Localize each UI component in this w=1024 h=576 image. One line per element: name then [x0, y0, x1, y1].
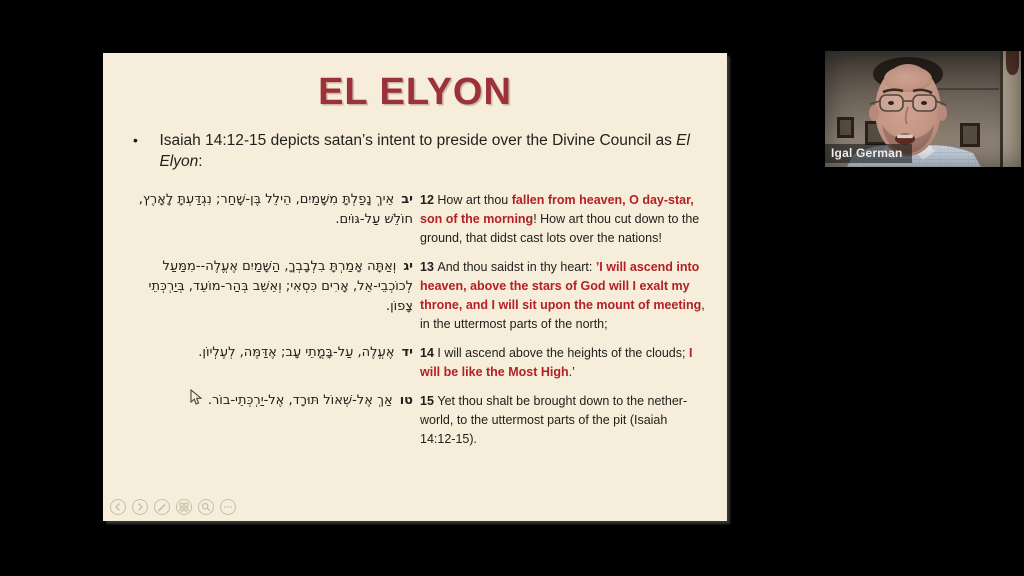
previous-slide-button[interactable]	[110, 499, 126, 515]
next-slide-icon	[135, 502, 145, 512]
see-all-slides-icon	[179, 502, 189, 512]
slideshow-controls	[110, 499, 236, 515]
hebrew-verse-text: אֶעֱלֶה, עַל-בָּמֳתֵי עָב; אֶדַּמֶּה, לְעֶלְיוֹן.	[198, 345, 395, 360]
english-verse-12: 12 How art thou fallen from heaven, O day-star, son of the morning! How art thou cut down to the ground, that didst cast lots over the nations!	[420, 193, 700, 245]
hebrew-verse-15	[119, 391, 413, 449]
hebrew-verse-14	[119, 343, 413, 382]
english-verse-13: 13 And thou saidst in thy heart: ’I will ascend into heaven, above the stars of God will I exalt my throne, and I will sit upon the mount of meeting, in the uttermost parts of the north;	[420, 260, 705, 331]
see-all-slides-button[interactable]	[176, 499, 192, 515]
webcam-video	[825, 51, 1021, 167]
more-options-icon	[223, 502, 233, 512]
hebrew-verse-label: יג	[403, 259, 413, 274]
next-slide-button[interactable]	[132, 499, 148, 515]
hebrew-verse-label: יד	[401, 345, 413, 360]
presentation-slide	[103, 53, 727, 521]
english-verse-15: 15 Yet thou shalt be brought down to the nether-world, to the uttermost parts of the pit (Isaiah 14:12-15).	[420, 394, 688, 446]
english-verse-14: 14 I will ascend above the heights of the clouds; I will be like the Most High.’	[420, 346, 693, 379]
hebrew-verse-text: אֵיךְ נָפַלְתָּ מִשָּׁמַיִם, הֵילֵל בֶּן-שָׁחַר; נִגְדַּעְתָּ לָאָרֶץ, חוֹלֵשׁ עַל-גּוֹיִם.	[138, 192, 413, 227]
bullet-text: Isaiah 14:12-15 depicts satan’s intent to preside over the Divine Council as El Elyon:	[159, 132, 690, 170]
hebrew-verse-text: אַךְ אֶל-שְׁאוֹל תּוּרָד, אֶל-יַרְכְּתֵי-בוֹר.	[207, 393, 393, 408]
mouse-cursor	[190, 389, 203, 411]
bullet-marker: •	[133, 132, 138, 148]
participant-name-badge: Igal German	[825, 144, 912, 163]
hebrew-verse-13	[119, 257, 413, 334]
bullet-item	[133, 130, 705, 172]
hebrew-verse-12	[119, 190, 413, 248]
zoom-icon	[201, 502, 211, 512]
previous-slide-icon	[113, 502, 123, 512]
pen-button[interactable]	[154, 499, 170, 515]
more-options-button[interactable]	[220, 499, 236, 515]
hebrew-verse-text: וְאַתָּה אָמַרְתָּ בִלְבָבְךָ, הַשָּׁמַיִם אֶעֱלֶה--מִמַּעַל לְכוֹכְבֵי-אֵל, אָרִים כִּסְאִי; וְאֵשֵׁב בְּהַר-מוֹעֵד, בְּיַרְכְּתֵי צָפוֹן.	[148, 259, 413, 314]
pen-icon	[157, 502, 167, 512]
zoom-slide-button[interactable]	[198, 499, 214, 515]
hebrew-verse-label: יב	[401, 192, 413, 207]
slide-title: EL ELYON	[318, 71, 512, 113]
verse-table	[119, 190, 727, 449]
hebrew-verse-label: טו	[399, 393, 413, 408]
